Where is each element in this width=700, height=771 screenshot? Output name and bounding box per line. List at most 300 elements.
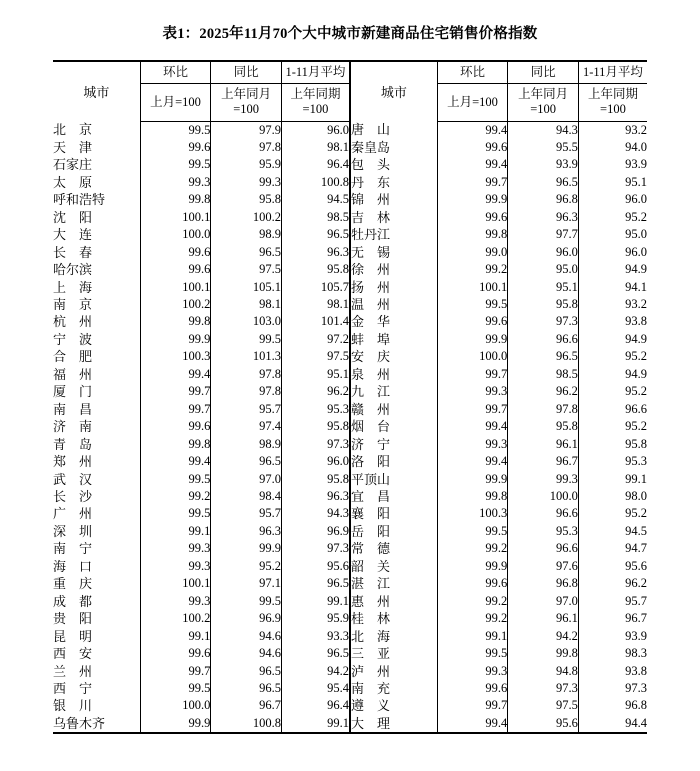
cell-avg-left: 96.3 <box>281 488 350 505</box>
cell-city-left: 宁 波 <box>53 331 93 347</box>
cell-yoy-right: 99.8 <box>508 645 579 662</box>
cell-city-right: 徐 州 <box>350 261 437 278</box>
cell-avg-left: 97.3 <box>281 436 350 453</box>
cell-yoy-left: 101.3 <box>211 348 282 365</box>
cell-avg-left: 96.5 <box>281 645 350 662</box>
cell-mom-left: 99.7 <box>140 663 211 680</box>
cell-avg-right: 96.6 <box>578 401 647 418</box>
cell-mom-right: 99.3 <box>437 436 508 453</box>
header-basis-yoy-left-line2: =100 <box>233 102 260 116</box>
cell-mom-left: 99.3 <box>140 593 211 610</box>
cell-yoy-left: 97.9 <box>211 121 282 139</box>
cell-avg-right: 95.0 <box>578 226 647 243</box>
cell-avg-right: 93.9 <box>578 156 647 173</box>
cell-city-left: 上 海 <box>53 279 93 295</box>
price-index-table <box>53 60 647 734</box>
cell-city-right: 安 庆 <box>350 348 437 365</box>
cell-yoy-left: 95.9 <box>211 156 282 173</box>
cell-yoy-right: 96.6 <box>508 540 579 557</box>
cell-avg-right: 98.0 <box>578 488 647 505</box>
cell-avg-left: 95.3 <box>281 401 350 418</box>
cell-avg-right: 95.7 <box>578 593 647 610</box>
cell-yoy-right: 96.8 <box>508 575 579 592</box>
cell-city-left: 成 都 <box>53 593 93 609</box>
cell-avg-left: 99.1 <box>281 715 350 733</box>
cell-mom-left: 100.2 <box>140 610 211 627</box>
cell-city-left: 福 州 <box>53 366 93 382</box>
cell-mom-right: 99.7 <box>437 401 508 418</box>
table-row <box>53 226 647 243</box>
cell-yoy-left: 95.2 <box>211 558 282 575</box>
cell-yoy-right: 97.3 <box>508 313 579 330</box>
cell-city-right: 牡丹江 <box>350 226 437 243</box>
cell-city-right: 吉 林 <box>350 209 437 226</box>
header-group-mom-left: 环比 <box>140 61 211 83</box>
header-basis-avg-right-line2: =100 <box>600 102 626 116</box>
cell-avg-right: 97.3 <box>578 680 647 697</box>
cell-avg-right: 93.2 <box>578 121 647 139</box>
cell-city-left: 广 州 <box>53 506 93 522</box>
cell-mom-left: 99.2 <box>140 488 211 505</box>
cell-mom-left: 99.3 <box>140 174 211 191</box>
cell-yoy-left: 96.9 <box>211 610 282 627</box>
table-row <box>53 610 647 627</box>
table-row <box>53 261 647 278</box>
cell-avg-left: 101.4 <box>281 313 350 330</box>
cell-city-right: 包 头 <box>350 156 437 173</box>
cell-yoy-left: 99.5 <box>211 331 282 348</box>
cell-avg-left: 100.8 <box>281 174 350 191</box>
cell-avg-left: 96.2 <box>281 383 350 400</box>
cell-mom-right: 99.8 <box>437 226 508 243</box>
cell-avg-right: 94.0 <box>578 139 647 156</box>
cell-city-right: 南 充 <box>350 680 437 697</box>
cell-mom-right: 99.2 <box>437 261 508 278</box>
cell-avg-left: 93.3 <box>281 628 350 645</box>
table-row <box>53 505 647 522</box>
cell-mom-left: 99.9 <box>140 331 211 348</box>
header-group-yoy-left: 同比 <box>211 61 282 83</box>
cell-avg-right: 94.1 <box>578 279 647 296</box>
cell-avg-left: 96.4 <box>281 697 350 714</box>
table-row <box>53 453 647 470</box>
cell-yoy-right: 99.3 <box>508 471 579 488</box>
table-row <box>53 540 647 557</box>
cell-avg-left: 94.2 <box>281 663 350 680</box>
cell-mom-left: 100.0 <box>140 226 211 243</box>
cell-avg-right: 95.2 <box>578 209 647 226</box>
cell-city-right: 九 江 <box>350 383 437 400</box>
cell-avg-left: 95.4 <box>281 680 350 697</box>
header-basis-mom-right <box>437 83 508 121</box>
cell-city-right: 韶 关 <box>350 558 437 575</box>
cell-yoy-left: 96.5 <box>211 663 282 680</box>
cell-yoy-right: 96.7 <box>508 453 579 470</box>
cell-avg-right: 93.9 <box>578 628 647 645</box>
cell-mom-right: 99.4 <box>437 121 508 139</box>
header-basis-avg-right <box>578 83 647 121</box>
cell-avg-left: 96.0 <box>281 453 350 470</box>
table-row <box>53 488 647 505</box>
cell-city-left: 哈尔滨 <box>53 262 93 278</box>
price-index-table-wrapper <box>53 60 647 734</box>
cell-avg-left: 96.3 <box>281 244 350 261</box>
cell-mom-left: 100.1 <box>140 575 211 592</box>
cell-yoy-right: 96.2 <box>508 383 579 400</box>
cell-mom-right: 99.5 <box>437 296 508 313</box>
cell-yoy-right: 96.6 <box>508 331 579 348</box>
cell-yoy-left: 97.0 <box>211 471 282 488</box>
cell-mom-right: 99.9 <box>437 191 508 208</box>
cell-yoy-left: 98.1 <box>211 296 282 313</box>
cell-avg-left: 97.3 <box>281 540 350 557</box>
cell-city-left: 呼和浩特 <box>53 192 106 208</box>
cell-avg-right: 95.6 <box>578 558 647 575</box>
cell-yoy-left: 97.1 <box>211 575 282 592</box>
cell-city-left: 合 肥 <box>53 349 93 365</box>
cell-yoy-left: 97.5 <box>211 261 282 278</box>
cell-avg-left: 95.8 <box>281 471 350 488</box>
table-header <box>53 61 647 121</box>
cell-mom-right: 99.3 <box>437 383 508 400</box>
cell-avg-left: 98.1 <box>281 296 350 313</box>
cell-city-right: 无 锡 <box>350 244 437 261</box>
cell-yoy-left: 100.2 <box>211 209 282 226</box>
cell-mom-right: 99.6 <box>437 209 508 226</box>
cell-mom-right: 99.6 <box>437 575 508 592</box>
cell-yoy-left: 100.8 <box>211 715 282 733</box>
cell-avg-left: 95.8 <box>281 261 350 278</box>
table-row <box>53 296 647 313</box>
cell-avg-right: 95.2 <box>578 505 647 522</box>
cell-avg-right: 94.9 <box>578 331 647 348</box>
cell-yoy-right: 95.6 <box>508 715 579 733</box>
cell-city-right: 泉 州 <box>350 366 437 383</box>
header-city-right: 城市 <box>350 61 437 121</box>
cell-yoy-left: 96.5 <box>211 244 282 261</box>
cell-city-left: 石家庄 <box>53 157 93 173</box>
cell-city-right: 遵 义 <box>350 697 437 714</box>
table-row <box>53 436 647 453</box>
cell-city-left: 沈 阳 <box>53 209 93 225</box>
table-row <box>53 121 647 139</box>
cell-avg-right: 95.3 <box>578 453 647 470</box>
cell-mom-right: 99.4 <box>437 453 508 470</box>
cell-mom-right: 99.7 <box>437 697 508 714</box>
table-row <box>53 593 647 610</box>
cell-mom-right: 99.8 <box>437 488 508 505</box>
table-row <box>53 558 647 575</box>
cell-city-left: 西 宁 <box>53 681 93 696</box>
cell-yoy-right: 98.5 <box>508 366 579 383</box>
cell-city-right: 丹 东 <box>350 174 437 191</box>
cell-mom-left: 99.3 <box>140 540 211 557</box>
cell-yoy-right: 96.8 <box>508 191 579 208</box>
cell-yoy-right: 97.3 <box>508 680 579 697</box>
cell-avg-left: 94.3 <box>281 505 350 522</box>
header-group-avg-left: 1-11月平均 <box>281 61 350 83</box>
cell-city-right: 泸 州 <box>350 663 437 680</box>
cell-avg-right: 95.2 <box>578 383 647 400</box>
cell-mom-right: 100.0 <box>437 348 508 365</box>
cell-avg-right: 95.1 <box>578 174 647 191</box>
cell-city-left: 北 京 <box>53 122 93 138</box>
table-row <box>53 383 647 400</box>
header-basis-yoy-right <box>508 83 579 121</box>
cell-mom-right: 99.2 <box>437 593 508 610</box>
cell-yoy-left: 98.9 <box>211 226 282 243</box>
cell-mom-left: 99.5 <box>140 505 211 522</box>
cell-mom-left: 99.5 <box>140 680 211 697</box>
cell-avg-left: 105.7 <box>281 279 350 296</box>
header-basis-avg-left-line2: =100 <box>302 102 329 116</box>
cell-city-right: 温 州 <box>350 296 437 313</box>
cell-yoy-left: 96.5 <box>211 453 282 470</box>
cell-city-left: 青 岛 <box>53 436 93 452</box>
cell-yoy-right: 96.6 <box>508 505 579 522</box>
cell-mom-left: 99.1 <box>140 523 211 540</box>
table-row <box>53 697 647 714</box>
cell-mom-left: 99.7 <box>140 401 211 418</box>
cell-city-right: 金 华 <box>350 313 437 330</box>
cell-city-left: 武 汉 <box>53 471 93 487</box>
cell-mom-right: 99.3 <box>437 663 508 680</box>
cell-city-left: 南 宁 <box>53 541 93 557</box>
cell-mom-right: 100.3 <box>437 505 508 522</box>
cell-mom-right: 99.1 <box>437 628 508 645</box>
cell-city-left: 重 庆 <box>53 576 93 592</box>
cell-mom-left: 99.4 <box>140 366 211 383</box>
header-group-mom-right: 环比 <box>437 61 508 83</box>
cell-city-left: 乌鲁木齐 <box>53 715 140 733</box>
cell-mom-right: 99.2 <box>437 610 508 627</box>
cell-mom-right: 99.5 <box>437 645 508 662</box>
cell-city-left: 兰 州 <box>53 663 93 679</box>
cell-city-left: 南 昌 <box>53 401 93 417</box>
cell-mom-left: 99.6 <box>140 244 211 261</box>
cell-city-right: 岳 阳 <box>350 523 437 540</box>
cell-mom-left: 100.3 <box>140 348 211 365</box>
cell-yoy-right: 95.3 <box>508 523 579 540</box>
cell-yoy-left: 95.7 <box>211 401 282 418</box>
cell-yoy-right: 96.5 <box>508 174 579 191</box>
header-basis-avg-right-line1: 上年同期 <box>587 87 638 102</box>
cell-yoy-right: 94.3 <box>508 121 579 139</box>
cell-mom-left: 99.7 <box>140 383 211 400</box>
cell-yoy-right: 96.1 <box>508 436 579 453</box>
cell-mom-left: 99.1 <box>140 628 211 645</box>
cell-mom-left: 99.6 <box>140 261 211 278</box>
cell-yoy-left: 95.7 <box>211 505 282 522</box>
cell-avg-right: 96.8 <box>578 697 647 714</box>
cell-city-left: 长 春 <box>53 244 93 260</box>
cell-mom-left: 100.1 <box>140 209 211 226</box>
cell-yoy-right: 93.9 <box>508 156 579 173</box>
cell-yoy-left: 99.9 <box>211 540 282 557</box>
cell-avg-right: 94.5 <box>578 523 647 540</box>
cell-avg-left: 95.8 <box>281 418 350 435</box>
header-group-yoy-right: 同比 <box>508 61 579 83</box>
table-row <box>53 191 647 208</box>
cell-yoy-right: 96.0 <box>508 244 579 261</box>
cell-city-left: 大 连 <box>53 227 93 243</box>
cell-avg-right: 99.1 <box>578 471 647 488</box>
cell-yoy-right: 100.0 <box>508 488 579 505</box>
table-row <box>53 244 647 261</box>
cell-avg-right: 95.2 <box>578 418 647 435</box>
cell-avg-right: 94.4 <box>578 715 647 733</box>
cell-mom-left: 99.8 <box>140 436 211 453</box>
cell-avg-right: 93.8 <box>578 663 647 680</box>
cell-mom-left: 100.0 <box>140 697 211 714</box>
cell-avg-left: 94.5 <box>281 191 350 208</box>
table-row <box>53 471 647 488</box>
cell-avg-right: 94.9 <box>578 366 647 383</box>
header-basis-mom-left <box>140 83 211 121</box>
cell-mom-left: 100.1 <box>140 279 211 296</box>
cell-avg-right: 96.0 <box>578 244 647 261</box>
header-basis-avg-left <box>281 83 350 121</box>
cell-city-left: 银 川 <box>53 698 93 714</box>
cell-yoy-left: 94.6 <box>211 628 282 645</box>
table-row <box>53 418 647 435</box>
cell-avg-right: 93.2 <box>578 296 647 313</box>
cell-yoy-left: 97.4 <box>211 418 282 435</box>
header-basis-yoy-right-line2: =100 <box>530 102 556 116</box>
cell-avg-right: 95.2 <box>578 348 647 365</box>
cell-yoy-left: 97.8 <box>211 366 282 383</box>
cell-mom-left: 99.6 <box>140 418 211 435</box>
cell-yoy-right: 95.8 <box>508 296 579 313</box>
table-row <box>53 645 647 662</box>
table-row <box>53 139 647 156</box>
cell-yoy-right: 96.3 <box>508 209 579 226</box>
cell-city-right: 常 德 <box>350 540 437 557</box>
cell-avg-left: 95.9 <box>281 610 350 627</box>
header-basis-mom-right-line1: 上月=100 <box>447 94 498 109</box>
table-row <box>53 628 647 645</box>
header-group-avg-right: 1-11月平均 <box>578 61 647 83</box>
cell-mom-right: 99.4 <box>437 156 508 173</box>
cell-yoy-right: 97.7 <box>508 226 579 243</box>
cell-yoy-right: 97.6 <box>508 558 579 575</box>
cell-city-right: 大 理 <box>350 715 437 733</box>
table-row <box>53 331 647 348</box>
cell-avg-left: 98.5 <box>281 209 350 226</box>
cell-city-right: 烟 台 <box>350 418 437 435</box>
cell-yoy-left: 95.8 <box>211 191 282 208</box>
cell-mom-right: 99.9 <box>437 471 508 488</box>
cell-city-right: 秦皇岛 <box>350 139 437 156</box>
header-city-left: 城市 <box>53 61 140 121</box>
cell-city-right: 惠 州 <box>350 593 437 610</box>
cell-city-right: 三 亚 <box>350 645 437 662</box>
cell-mom-left: 99.8 <box>140 191 211 208</box>
cell-mom-right: 99.0 <box>437 244 508 261</box>
cell-mom-left: 99.5 <box>140 121 211 139</box>
cell-avg-left: 96.4 <box>281 156 350 173</box>
cell-yoy-right: 95.8 <box>508 418 579 435</box>
cell-mom-left: 99.5 <box>140 156 211 173</box>
cell-city-left: 西 安 <box>53 646 93 662</box>
cell-city-right: 洛 阳 <box>350 453 437 470</box>
cell-avg-left: 97.5 <box>281 348 350 365</box>
cell-mom-right: 99.4 <box>437 418 508 435</box>
cell-mom-left: 99.6 <box>140 645 211 662</box>
cell-avg-right: 96.2 <box>578 575 647 592</box>
table-row <box>53 156 647 173</box>
cell-avg-left: 98.1 <box>281 139 350 156</box>
table-row <box>53 575 647 592</box>
cell-city-right: 锦 州 <box>350 191 437 208</box>
cell-mom-right: 99.6 <box>437 139 508 156</box>
cell-mom-right: 99.9 <box>437 558 508 575</box>
cell-yoy-right: 95.1 <box>508 279 579 296</box>
cell-avg-left: 96.0 <box>281 121 350 139</box>
cell-yoy-left: 98.4 <box>211 488 282 505</box>
cell-yoy-left: 94.6 <box>211 645 282 662</box>
table-row <box>53 279 647 296</box>
table-body <box>53 121 647 733</box>
cell-mom-right: 99.6 <box>437 313 508 330</box>
cell-mom-left: 99.6 <box>140 139 211 156</box>
cell-yoy-left: 98.9 <box>211 436 282 453</box>
cell-city-left: 海 口 <box>53 558 93 574</box>
cell-avg-left: 96.5 <box>281 226 350 243</box>
cell-city-right: 宜 昌 <box>350 488 437 505</box>
cell-city-left: 深 圳 <box>53 523 93 539</box>
cell-avg-left: 97.2 <box>281 331 350 348</box>
cell-yoy-left: 105.1 <box>211 279 282 296</box>
table-row <box>53 680 647 697</box>
header-row-group-names <box>53 61 647 83</box>
cell-yoy-right: 95.5 <box>508 139 579 156</box>
cell-mom-left: 99.8 <box>140 313 211 330</box>
cell-city-right: 唐 山 <box>350 121 437 139</box>
cell-city-left: 厦 门 <box>53 384 93 400</box>
cell-yoy-left: 97.8 <box>211 383 282 400</box>
cell-city-right: 湛 江 <box>350 575 437 592</box>
cell-yoy-left: 96.5 <box>211 680 282 697</box>
page-title: 表1：2025年11月70个大中城市新建商品住宅销售价格指数 <box>162 26 538 42</box>
table-row <box>53 523 647 540</box>
cell-city-right: 桂 林 <box>350 610 437 627</box>
cell-mom-right: 99.4 <box>437 715 508 733</box>
cell-mom-right: 99.5 <box>437 523 508 540</box>
cell-avg-right: 94.7 <box>578 540 647 557</box>
header-basis-mom-left-line1: 上月=100 <box>150 94 201 109</box>
cell-yoy-right: 94.2 <box>508 628 579 645</box>
cell-city-right: 襄 阳 <box>350 505 437 522</box>
cell-city-left: 南 京 <box>53 297 93 313</box>
table-row <box>53 313 647 330</box>
cell-city-right: 蚌 埠 <box>350 331 437 348</box>
cell-mom-right: 99.9 <box>437 331 508 348</box>
cell-yoy-right: 96.5 <box>508 348 579 365</box>
table-row <box>53 174 647 191</box>
cell-avg-left: 96.5 <box>281 575 350 592</box>
cell-mom-left: 99.5 <box>140 471 211 488</box>
cell-avg-left: 95.1 <box>281 366 350 383</box>
cell-mom-left: 99.4 <box>140 453 211 470</box>
cell-city-left: 太 原 <box>53 174 93 190</box>
cell-mom-right: 99.2 <box>437 540 508 557</box>
cell-yoy-left: 96.7 <box>211 697 282 714</box>
cell-yoy-left: 99.3 <box>211 174 282 191</box>
cell-city-left: 天 津 <box>53 139 93 155</box>
cell-mom-left: 99.3 <box>140 558 211 575</box>
cell-avg-right: 95.8 <box>578 436 647 453</box>
